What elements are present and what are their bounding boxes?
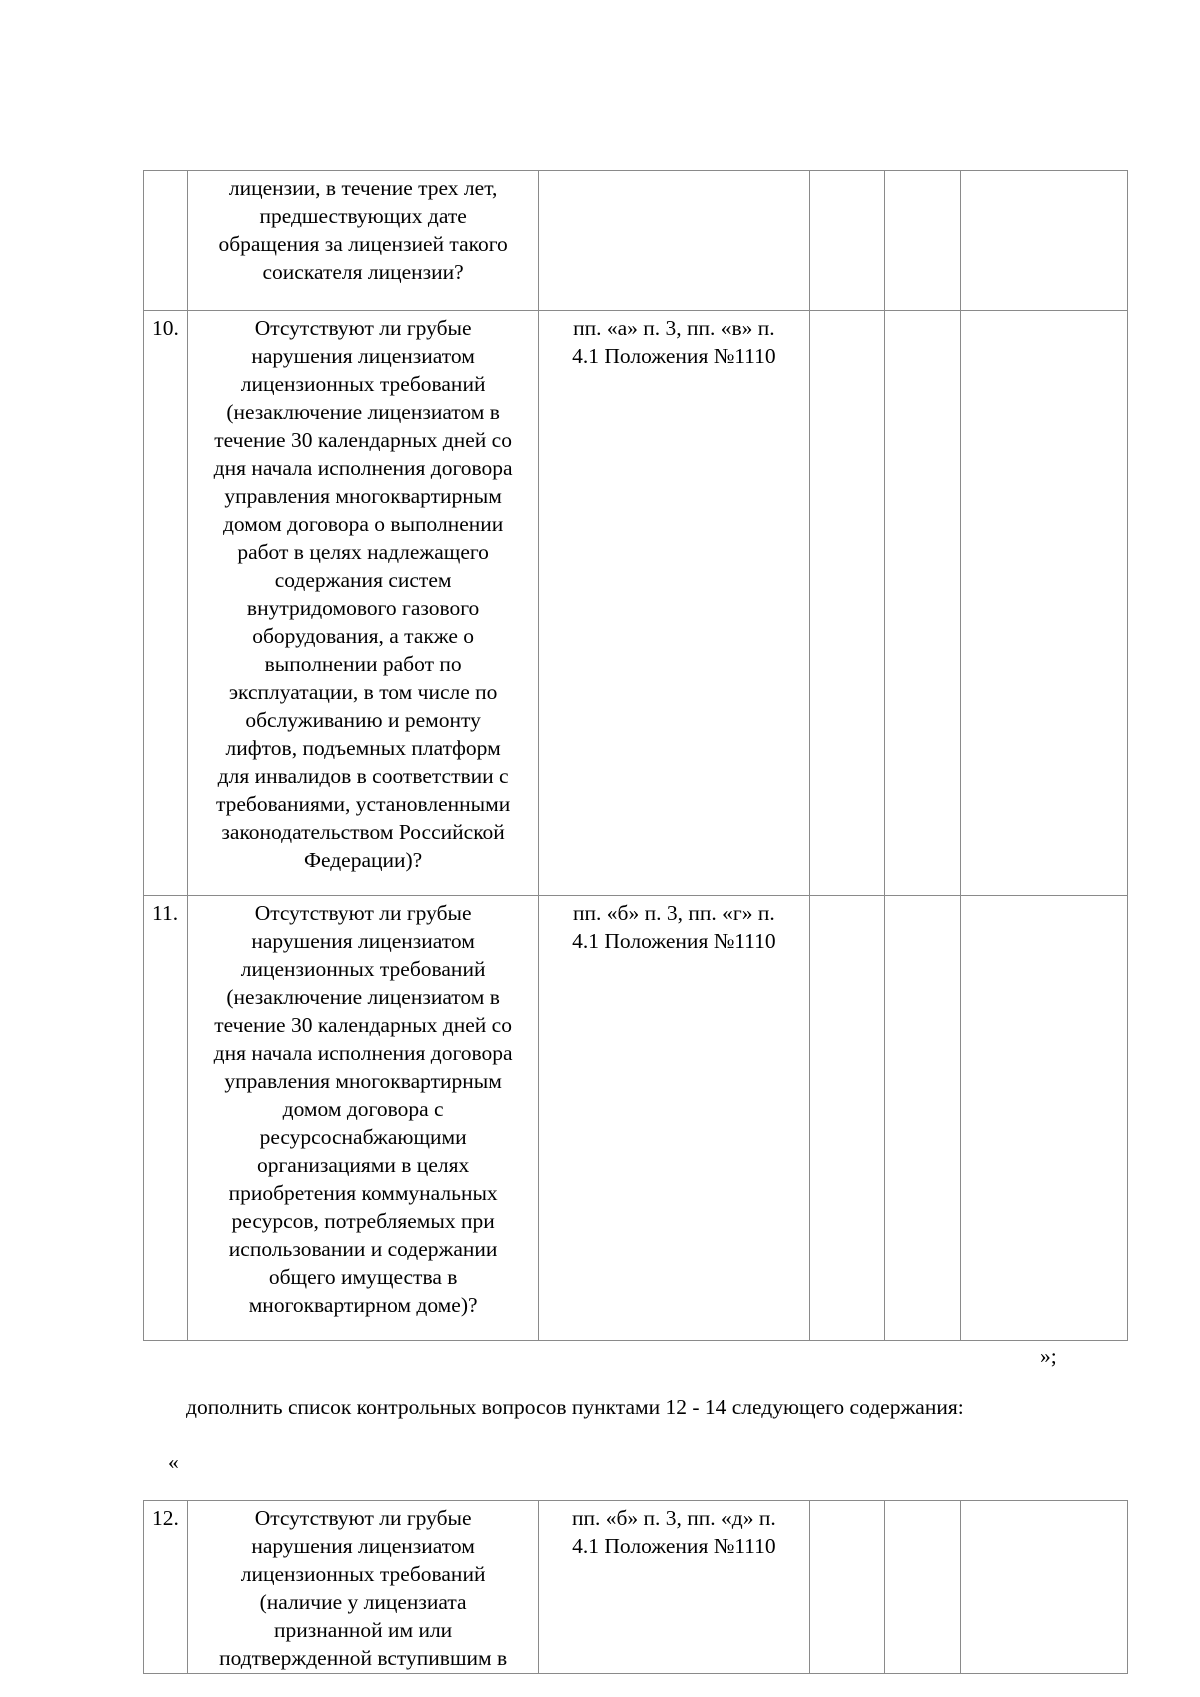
note-cell bbox=[961, 311, 1128, 896]
reference-cell bbox=[539, 896, 809, 1341]
reference-cell bbox=[539, 311, 809, 896]
question-cell bbox=[188, 896, 539, 1341]
row-number-cell bbox=[144, 311, 188, 896]
reference-text: пп. «б» п. 3, пп. «г» п. 4.1 Положения №1110 bbox=[572, 901, 776, 953]
row-number: 10. bbox=[152, 316, 179, 340]
question-text: Отсутствуют ли грубые нарушения лицензиатом лицензионных требований (наличие у лицензиата признанной им или подтвержденной вступившим в bbox=[219, 1506, 508, 1670]
answer-cell-a bbox=[809, 896, 885, 1341]
row-number-cell bbox=[144, 896, 188, 1341]
row-number: 12. bbox=[152, 1506, 179, 1530]
question-cell bbox=[188, 1501, 539, 1674]
note-cell bbox=[961, 896, 1128, 1341]
question-text: лицензии, в течение трех лет, предшествующих дате обращения за лицензией такого соискателя лицензии? bbox=[218, 176, 508, 284]
amendment-paragraph: дополнить список контрольных вопросов пунктами 12 - 14 следующего содержания: bbox=[186, 1395, 964, 1419]
question-cell bbox=[188, 311, 539, 896]
opening-quote: « bbox=[168, 1450, 179, 1474]
note-cell bbox=[961, 1501, 1128, 1674]
note-cell bbox=[961, 171, 1128, 311]
reference-cell bbox=[539, 171, 809, 311]
row-number-cell bbox=[144, 1501, 188, 1674]
answer-cell-a bbox=[809, 171, 885, 311]
row-number-cell bbox=[144, 171, 188, 311]
reference-text: пп. «а» п. 3, пп. «в» п. 4.1 Положения №1110 bbox=[572, 316, 776, 368]
reference-cell bbox=[539, 1501, 809, 1674]
checklist-table-bottom bbox=[143, 1500, 1128, 1674]
question-cell bbox=[188, 171, 539, 311]
table-row bbox=[144, 311, 1128, 896]
checklist-table-top bbox=[143, 170, 1128, 1341]
answer-cell-b bbox=[885, 171, 961, 311]
table-row bbox=[144, 171, 1128, 311]
closing-quote: »; bbox=[1040, 1344, 1057, 1368]
table-row bbox=[144, 1501, 1128, 1674]
row-number: 11. bbox=[152, 901, 179, 925]
table-row bbox=[144, 896, 1128, 1341]
answer-cell-a bbox=[809, 311, 885, 896]
answer-cell-a bbox=[809, 1501, 885, 1674]
answer-cell-b bbox=[885, 896, 961, 1341]
answer-cell-b bbox=[885, 1501, 961, 1674]
answer-cell-b bbox=[885, 311, 961, 896]
reference-text: пп. «б» п. 3, пп. «д» п. 4.1 Положения №1110 bbox=[571, 1506, 776, 1558]
question-text: Отсутствуют ли грубые нарушения лицензиатом лицензионных требований (незаключение лицензиатом в течение 30 календарных дней со дня начала исполнения договора управления многоквартирным домом договора с ресурсоснабжающими организациями в целях приобретения коммунальных ресурсов, потребляемых при использовании и содержании общего имущества в многоквартирном доме)? bbox=[213, 901, 513, 1317]
question-text: Отсутствуют ли грубые нарушения лицензиатом лицензионных требований (незаключение лицензиатом в течение 30 календарных дней со дня начала исполнения договора управления многоквартирным домом договора о выполнении работ в целях надлежащего содержания систем внутридомового газового оборудования, а также о выполнении работ по эксплуатации, в том числе по обслуживанию и ремонту лифтов, подъемных платформ для инвалидов в соответствии с требованиями, установленными законодательством Российской Федерации)? bbox=[213, 316, 513, 872]
